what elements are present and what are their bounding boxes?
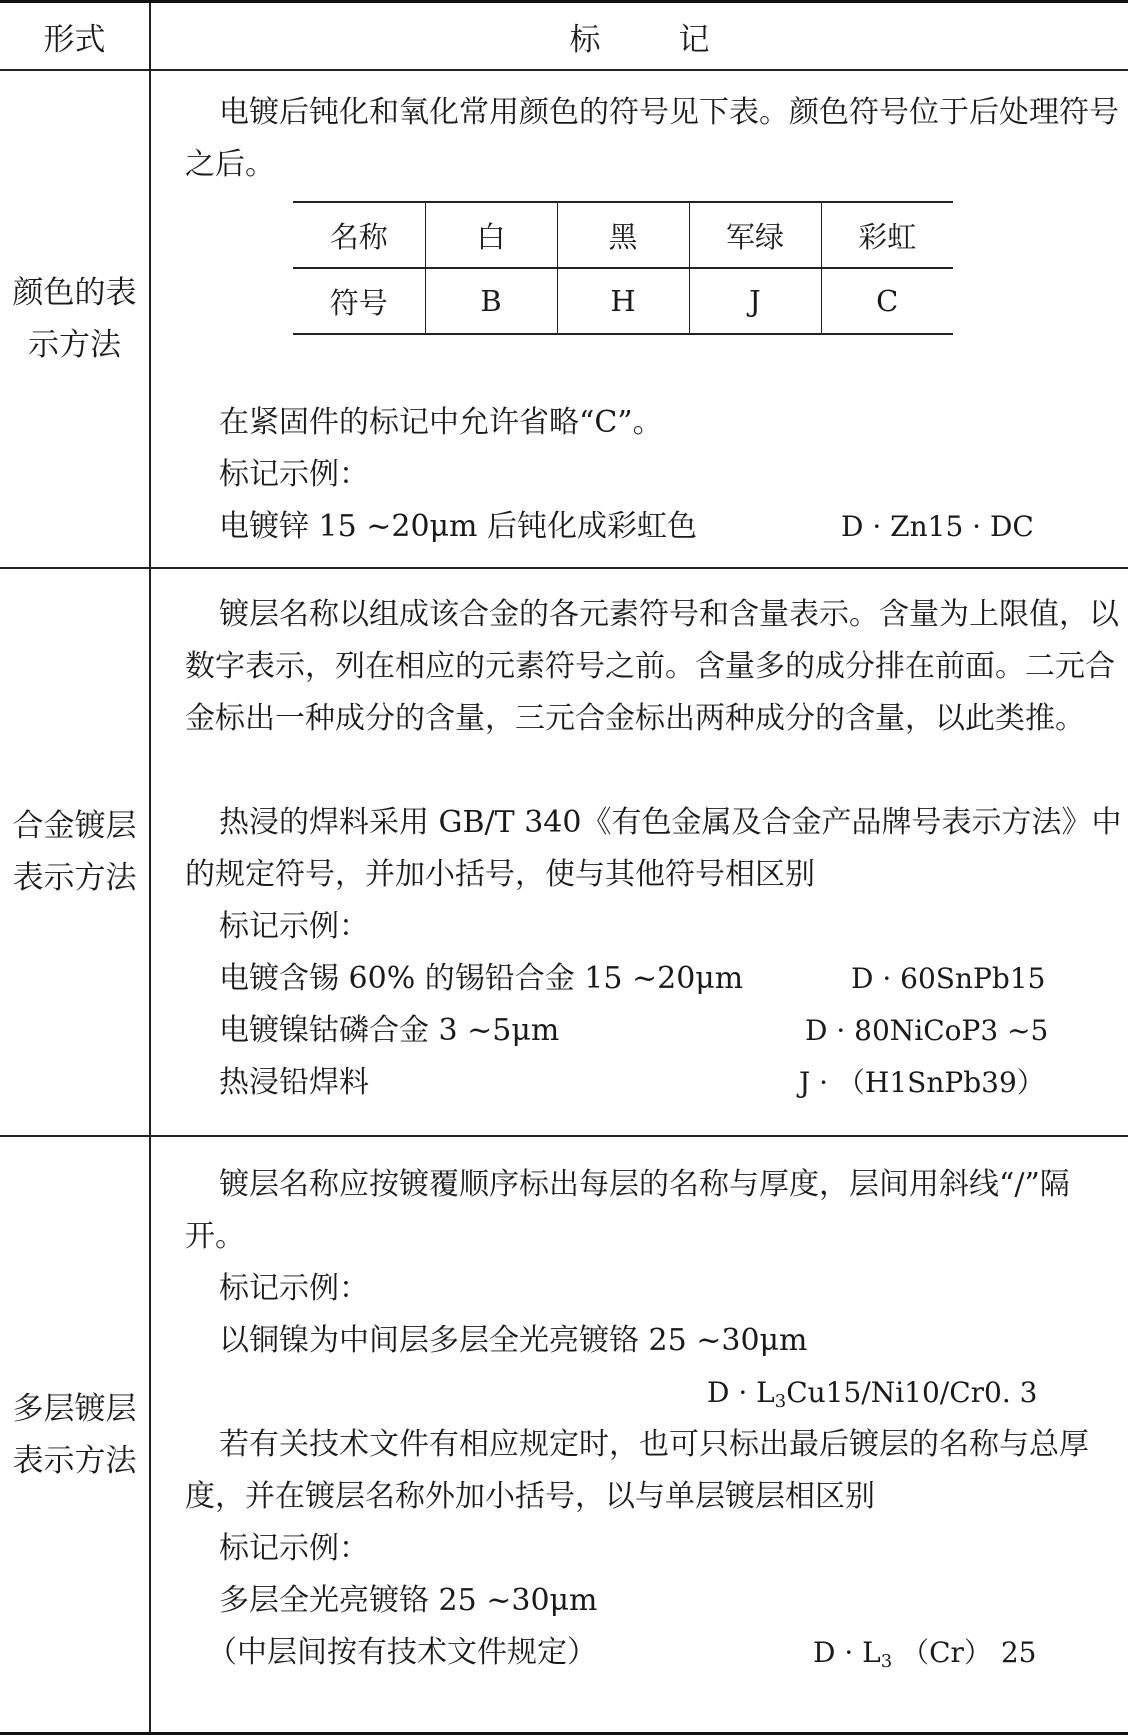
color-symbol-table: [293, 201, 953, 335]
color-symbol-b: B: [425, 268, 557, 334]
color-name-white: 白: [425, 202, 557, 268]
example-label: 标记示例：: [219, 1531, 369, 1566]
header-form-label: 形式: [43, 21, 106, 58]
example-code: D · Zn15 · DC: [841, 510, 1034, 543]
color-symbol-j: J: [689, 268, 821, 334]
row-content-multilayer: [150, 1136, 1128, 1734]
header-mark: [150, 2, 1128, 71]
example-description: 以铜镍为中间层多层全光亮镀铬 25 ~30μm: [219, 1323, 808, 1358]
row-label-line: 表示方法: [12, 860, 137, 896]
paragraph: 若有关技术文件有相应规定时，也可只标出最后镀层的名称与总厚度，并在镀层名称外加小括号，以与单层镀层相区别: [185, 1427, 1089, 1514]
color-name-label: 名称: [293, 202, 425, 268]
color-symbol-c: C: [821, 268, 953, 334]
color-symbol-label: 符号: [293, 268, 425, 334]
row-label-alloy: [0, 568, 150, 1136]
code-subscript: 3: [774, 1391, 787, 1412]
code-part: D · L: [707, 1376, 775, 1409]
row-label-line: 多层镀层: [12, 1390, 137, 1427]
header-form: [0, 2, 150, 71]
example-code: D · 80NiCoP3 ~5: [805, 1014, 1049, 1047]
color-symbol-h: H: [557, 268, 689, 334]
example-description: （中层间按有技术文件规定）: [207, 1635, 597, 1670]
paragraph: 镀层名称应按镀覆顺序标出每层的名称与厚度，层间用斜线“/”隔开。: [185, 1167, 1070, 1254]
example-description: 电镀锌 15 ~20μm 后钝化成彩虹色: [219, 509, 698, 544]
table-row: [0, 568, 1128, 1136]
example-code: D · 60SnPb15: [851, 962, 1046, 995]
example-code: [813, 1627, 1036, 1688]
color-name-black: 黑: [557, 202, 689, 268]
table-row: [0, 70, 1128, 568]
paragraph: 热浸的焊料采用 GB/T 340《有色金属及合金产品牌号表示方法》中的规定符号，并加小括号，使与其他符号相区别: [185, 805, 1122, 892]
row-label-multilayer: [0, 1136, 150, 1734]
row-label-line: 合金镀层: [12, 808, 137, 844]
example-label: 标记示例：: [219, 1271, 369, 1306]
color-symbol-row: [293, 268, 953, 334]
row-label-line: 示方法: [28, 327, 121, 363]
header-mark-label: 标记: [569, 21, 788, 58]
color-name-army-green: 军绿: [689, 202, 821, 268]
example-code: J · （H1SnPb39）: [799, 1066, 1045, 1099]
row-label-line: 表示方法: [12, 1442, 137, 1479]
table-header-row: [0, 2, 1128, 71]
example-description: 热浸铅焊料: [219, 1065, 369, 1100]
table-row: [0, 1136, 1128, 1734]
row-content-color: [150, 70, 1128, 568]
code-subscript: 3: [880, 1651, 893, 1672]
example-label: 标记示例：: [219, 909, 369, 944]
paragraph: 镀层名称以组成该合金的各元素符号和含量表示。含量为上限值，以数字表示，列在相应的元素符号之前。含量多的成分排在前面。二元合金标出一种成分的含量，三元合金标出两种成分的含量，以此类推。: [185, 597, 1119, 736]
color-name-rainbow: 彩虹: [821, 202, 953, 268]
row-label-line: 颜色的表: [12, 275, 137, 311]
row-content-alloy: [150, 568, 1128, 1136]
row-label-color: [0, 70, 150, 568]
code-part: Cu15/Ni10/Cr0. 3: [786, 1376, 1038, 1409]
color-name-row: [293, 202, 953, 268]
note-text: 在紧固件的标记中允许省略“C”。: [219, 405, 663, 440]
code-part: D · L: [813, 1636, 881, 1669]
example-label: 标记示例：: [219, 457, 369, 492]
example-description: 电镀镍钴磷合金 3 ~5μm: [219, 1013, 560, 1048]
example-description: 电镀含锡 60% 的锡铅合金 15 ~20μm: [219, 961, 744, 996]
paragraph: 电镀后钝化和氧化常用颜色的符号见下表。颜色符号位于后处理符号之后。: [185, 95, 1119, 182]
example-description: 多层全光亮镀铬 25 ~30μm: [219, 1583, 598, 1618]
code-part: （Cr） 25: [892, 1636, 1037, 1669]
